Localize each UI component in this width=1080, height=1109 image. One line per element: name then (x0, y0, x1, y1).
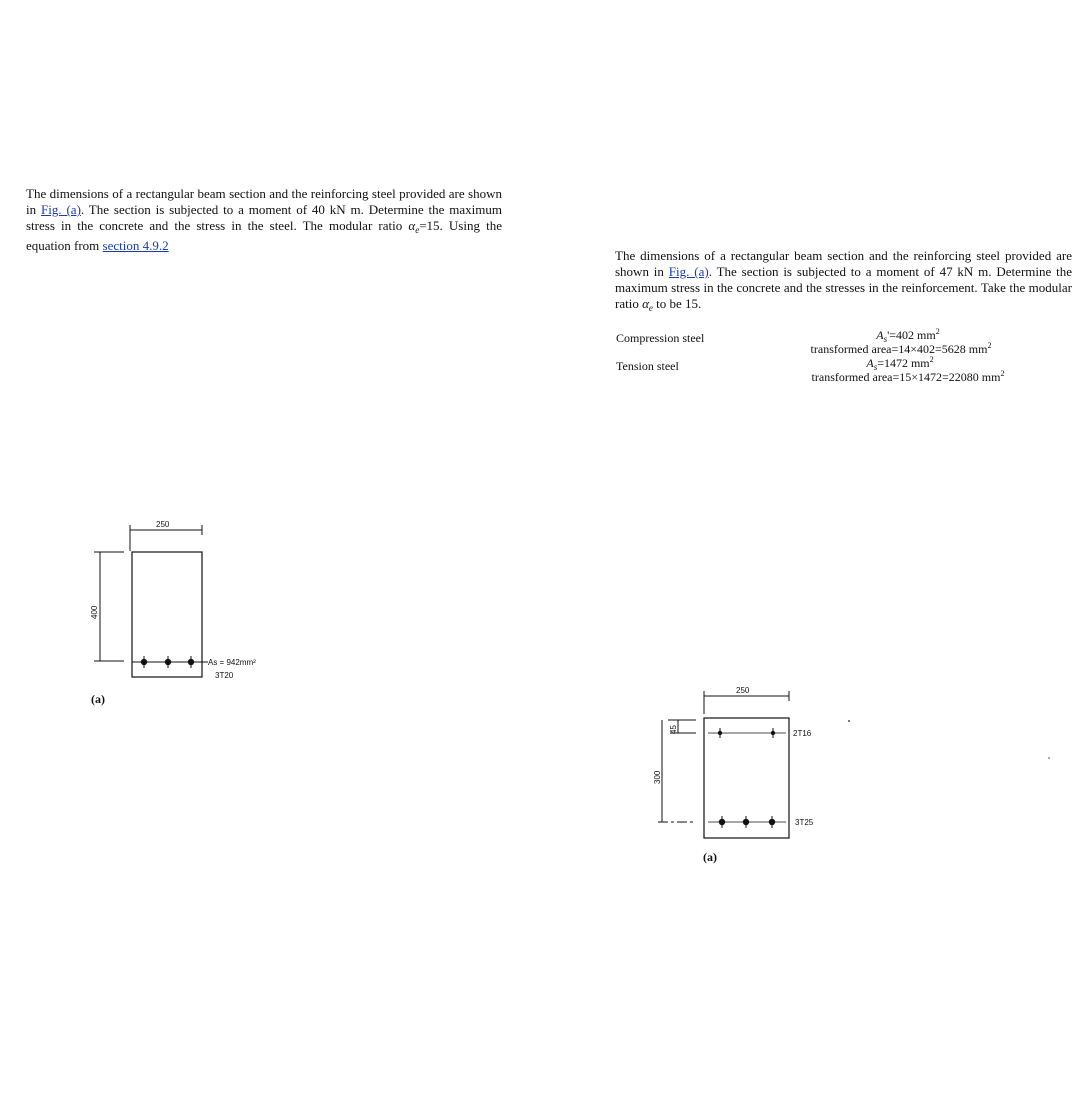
left-beam-figure (80, 515, 280, 690)
tension-transformed-area (810, 367, 1006, 384)
right-figure-caption: (a) (703, 850, 717, 864)
right-alpha-subscript: e (648, 303, 653, 313)
left-steel-area-label: As = 942mm² (208, 658, 256, 667)
left-bar-label: 3T20 (215, 671, 234, 680)
left-alpha-symbol: α (408, 218, 416, 233)
tens-area-superscript: 2 (929, 355, 934, 364)
left-fig-link[interactable]: Fig. (a) (41, 202, 81, 217)
tens-area-value: =1472 mm (877, 356, 930, 370)
tens-transformed-superscript: 2 (1000, 369, 1005, 378)
left-problem-text-2: . The section is subjected to a moment of 40 kN m. Determine the maximum stress in the concrete and the stress in the steel. The modular ratio (26, 202, 502, 233)
tens-area-subscript: s (873, 362, 878, 372)
comp-transformed-superscript: 2 (987, 341, 992, 350)
left-alpha-subscript: e (415, 225, 420, 235)
right-fig-link[interactable]: Fig. (a) (668, 264, 709, 279)
right-beam-figure (640, 680, 840, 855)
right-cover-label: 45 (669, 725, 678, 734)
right-bottom-bar-label: 3T25 (795, 818, 814, 827)
right-height-label: 300 (653, 770, 662, 784)
comp-area-subscript: s (883, 334, 888, 344)
tens-area-symbol: A (866, 356, 874, 370)
tension-steel-label: Tension steel (616, 359, 679, 373)
left-figure-caption: (a) (91, 692, 105, 706)
right-top-bar-label: 2T16 (793, 729, 812, 738)
comp-transformed-value: transformed area=14×402=5628 mm (810, 342, 988, 356)
left-problem-text (26, 186, 502, 254)
right-problem-text-1: The dimensions of a rectangular beam section and the reinforcing steel provided are shown in (615, 248, 1072, 279)
tens-transformed-value: transformed area=15×1472=22080 mm (811, 370, 1001, 384)
left-problem-text-1: The dimensions of a rectangular beam section and the reinforcing steel provided are shown in (26, 186, 502, 217)
right-problem-text (615, 248, 1072, 316)
comp-area-value: '=402 mm (887, 328, 936, 342)
left-width-label: 250 (156, 520, 170, 529)
scan-mark-1 (848, 720, 850, 722)
right-width-label: 250 (736, 686, 750, 695)
right-problem-text-2: . The section is subjected to a moment of 47 kN m. Determine the maximum stress in the concrete and the stresses in the reinforcement. Take the modular ratio (615, 264, 1073, 311)
left-section-link[interactable]: section 4.9.2 (102, 238, 169, 253)
left-problem-text-3: =15. Using the equation from (26, 218, 502, 253)
comp-area-symbol: A (876, 328, 884, 342)
scan-mark-2 (1048, 757, 1050, 759)
left-height-label: 400 (90, 605, 99, 619)
comp-area-superscript: 2 (935, 327, 940, 336)
compression-steel-label: Compression steel (616, 331, 705, 345)
right-alpha-symbol: α (642, 296, 649, 311)
right-problem-text-3: to be 15. (652, 296, 702, 311)
